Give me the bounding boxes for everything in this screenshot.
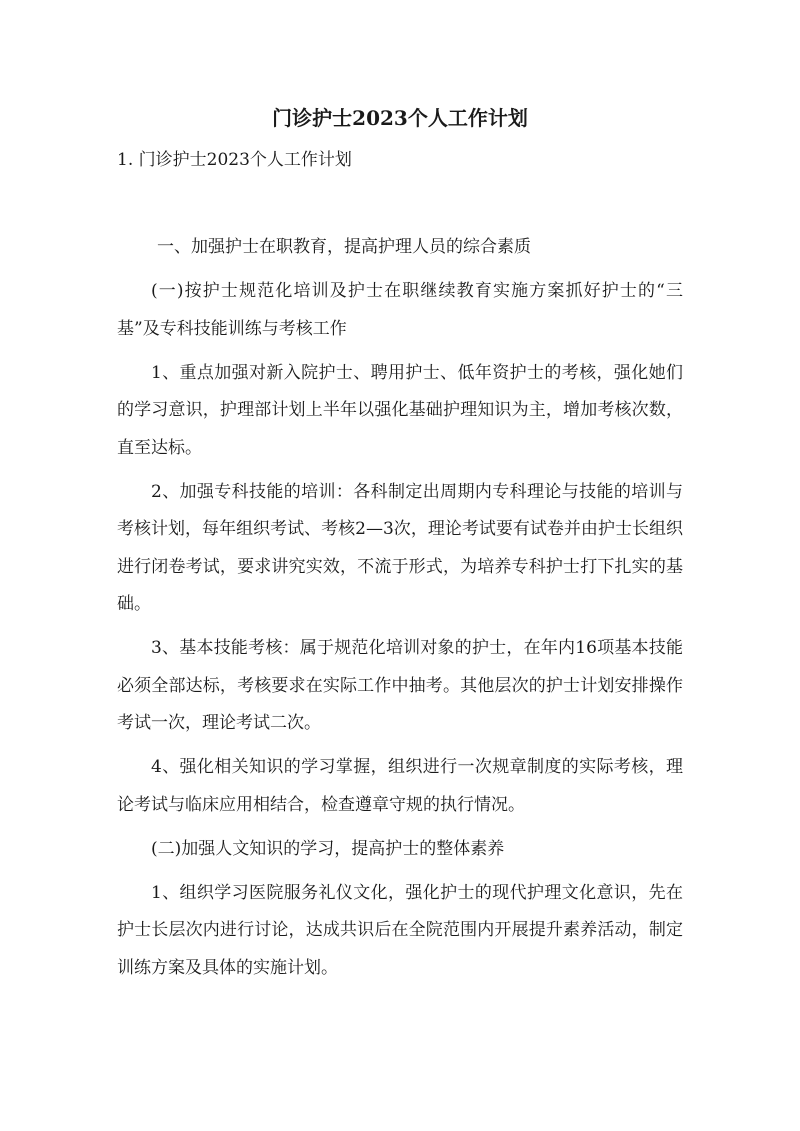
paragraph-item-1: 1、重点加强对新入院护士、聘用护士、低年资护士的考核，强化她们的学习意识，护理部计划上半年以强化基础护理知识为主，增加考核次数，直至达标。 xyxy=(117,362,683,458)
subsection-heading-2: (二)加强人文知识的学习，提高护士的整体素养 xyxy=(151,838,505,859)
paragraph-item-5: 1、组织学习医院服务礼仪文化，强化护士的现代护理文化意识，先在护士长层次内进行讨论，达成共识后在全院范围内开展提升素养活动，制定训练方案及具体的实施计划。 xyxy=(117,882,683,978)
document-subtitle: 1. 门诊护士2023个人工作计划 xyxy=(117,150,352,170)
paragraph-item-2: 2、加强专科技能的培训：各科制定出周期内专科理论与技能的培训与考核计划，每年组织考试、考核2—3次，理论考试要有试卷并由护士长组织进行闭卷考试，要求讲究实效，不流于形式，为培养专科护士打下扎实的基础。 xyxy=(117,481,683,614)
paragraph-item-3: 3、基本技能考核：属于规范化培训对象的护士，在年内16项基本技能必须全部达标，考核要求在实际工作中抽考。其他层次的护士计划安排操作考试一次，理论考试二次。 xyxy=(117,638,683,733)
document-title: 门诊护士2023个人工作计划 xyxy=(272,106,528,130)
paragraph-item-4: 4、强化相关知识的学习掌握，组织进行一次规章制度的实际考核，理论考试与临床应用相结合，检查遵章守规的执行情况。 xyxy=(117,757,683,815)
section-heading-1: 一、加强护士在职教育，提高护理人员的综合素质 xyxy=(157,237,531,257)
subsection-heading-1: (一)按护士规范化培训及护士在职继续教育实施方案抓好护士的“三基”及专科技能训练与考核工作 xyxy=(117,281,683,339)
document-body xyxy=(117,229,683,994)
